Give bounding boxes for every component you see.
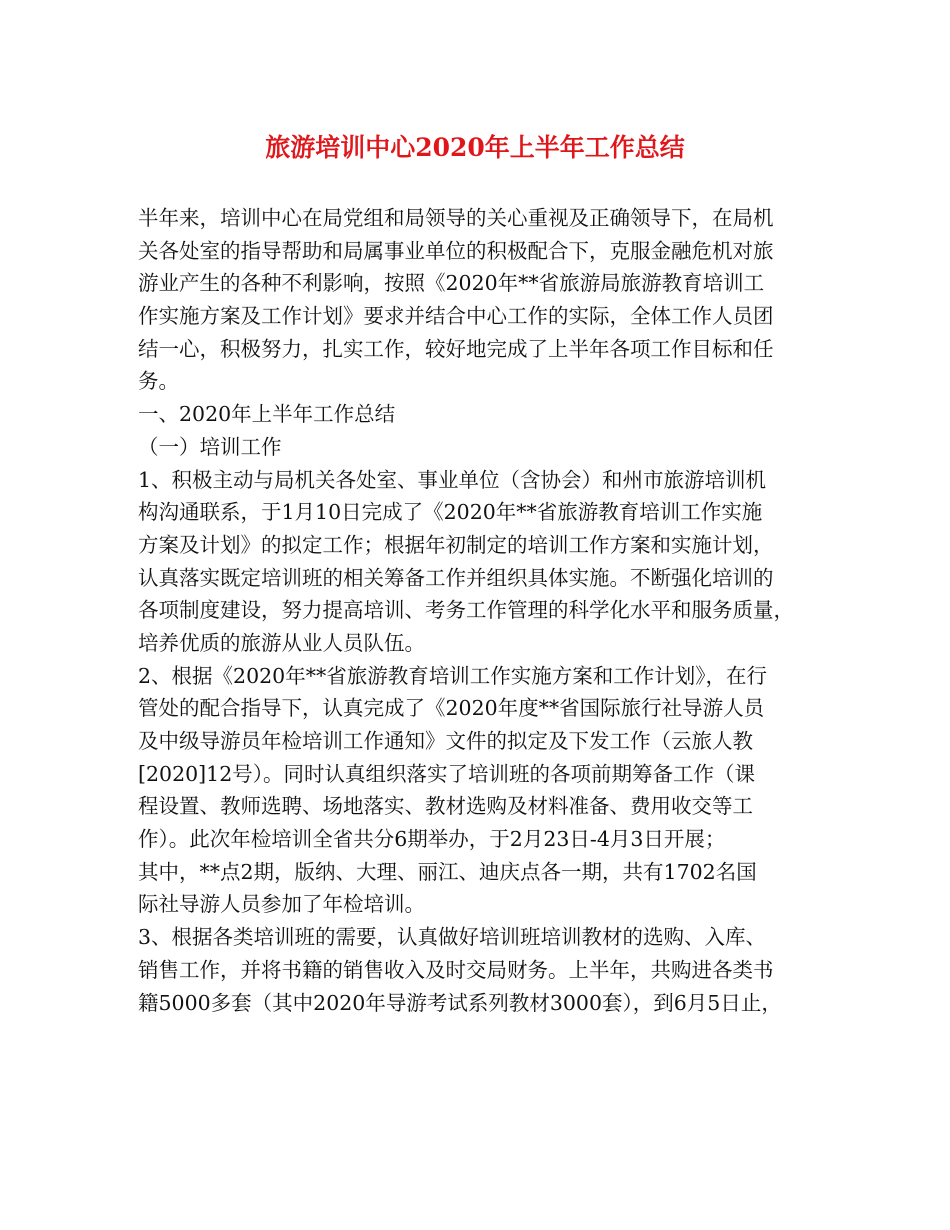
body-line: 游业产生的各种不利影响，按照《2020年**省旅游局旅游教育培训工 <box>138 271 765 296</box>
document-title: 旅游培训中心2020年上半年工作总结 <box>265 133 685 162</box>
body-line: 管处的配合指导下，认真完成了《2020年度**省国际旅行社导游人员 <box>138 696 765 721</box>
body-line: 认真落实既定培训班的相关筹备工作并组织具体实施。不断强化培训的 <box>138 565 774 590</box>
section-heading: 一、2020年上半年工作总结 <box>138 402 396 427</box>
body-line: 各项制度建设，努力提高培训、考务工作管理的科学化水平和服务质量， <box>138 598 794 623</box>
body-line: 销售工作，并将书籍的销售收入及时交局财务。上半年，共购进各类书 <box>138 957 774 982</box>
subsection-heading: （一）培训工作 <box>138 434 282 459</box>
body-line: 半年来，培训中心在局党组和局领导的关心重视及正确领导下，在局机 <box>138 206 774 230</box>
body-line: 及中级导游员年检培训工作通知》文件的拟定及下发工作（云旅人教 <box>138 729 753 753</box>
body-line: 其中，**点2期，版纳、大理、丽江、迪庆点各一期，共有1702名国 <box>138 859 757 884</box>
body-line: 籍5000多套（其中2020年导游考试系列教材3000套），到6月5日止， <box>138 990 782 1015</box>
body-line: 作实施方案及工作计划》要求并结合中心工作的实际，全体工作人员团 <box>138 304 774 329</box>
body-line: 作）。此次年检培训全省共分6期举办，于2月23日-4月3日开展； <box>138 827 726 852</box>
body-line: 方案及计划》的拟定工作；根据年初制定的培训工作方案和实施计划， <box>138 532 774 557</box>
body-line: 1、积极主动与局机关各处室、事业单位（含协会）和州市旅游培训机 <box>138 467 767 492</box>
body-line: 构沟通联系，于1月10日完成了《2020年**省旅游教育培训工作实施 <box>138 500 763 525</box>
body-line: [2020]12号）。同时认真组织落实了培训班的各项前期筹备工作（课 <box>138 761 756 786</box>
body-line: 关各处室的指导帮助和局属事业单位的积极配合下，克服金融危机对旅 <box>138 238 774 263</box>
body-line: 2、根据《2020年**省旅游教育培训工作实施方案和工作计划》，在行 <box>138 663 767 688</box>
body-line: 结一心，积极努力，扎实工作，较好地完成了上半年各项工作目标和任 <box>138 336 774 361</box>
body-line: 3、根据各类培训班的需要，认真做好培训班培训教材的选购、入库、 <box>138 925 767 950</box>
document-body <box>138 202 828 1019</box>
body-line: 际社导游人员参加了年检培训。 <box>138 892 425 917</box>
body-line: 程设置、教师选聘、场地落实、教材选购及材料准备、费用收交等工 <box>138 794 753 819</box>
body-line: 务。 <box>138 369 179 394</box>
body-line: 培养优质的旅游从业人员队伍。 <box>138 630 425 655</box>
